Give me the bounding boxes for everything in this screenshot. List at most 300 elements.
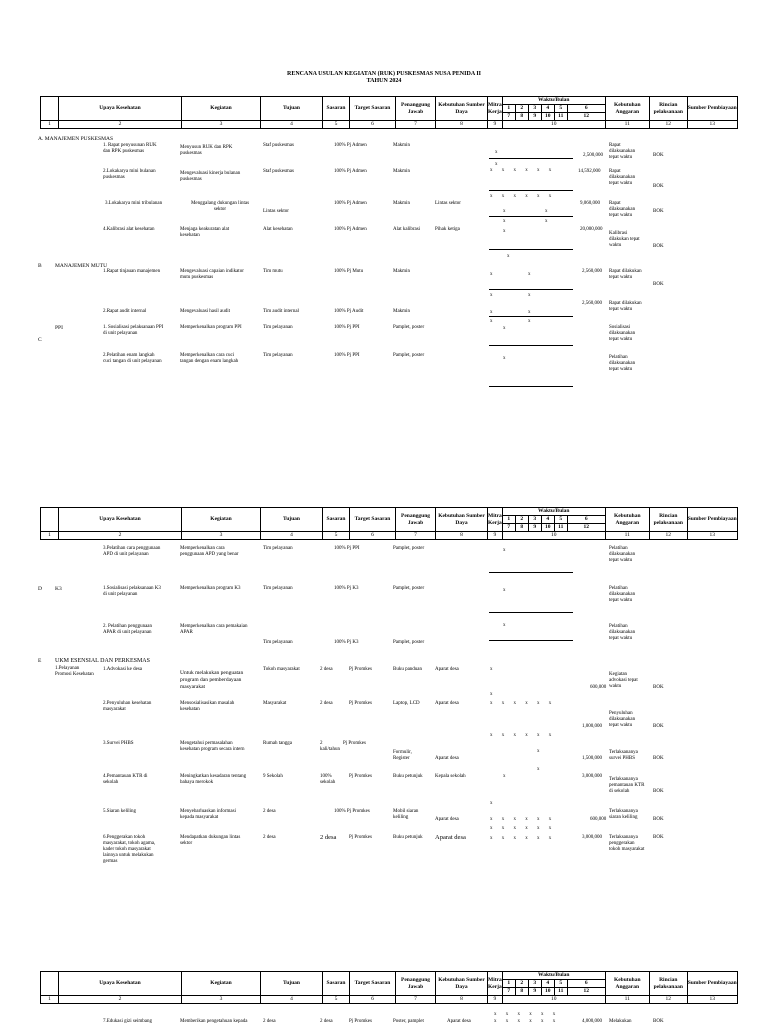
- colnum-10: 10: [502, 996, 605, 1004]
- e3-kebutuhan: Formulir, Register: [393, 750, 412, 761]
- c3-target: 100% Pj PPI: [334, 546, 360, 551]
- a1-mark-2: x: [495, 162, 498, 167]
- month-4: 4: [541, 980, 554, 988]
- c3-tujuan: Memperkenalkan cara penggunaan APD yang benar: [180, 546, 239, 557]
- e4-sasaran: 9 Sekolah: [263, 774, 283, 779]
- d2-rincian: Pelatihan dilaksanakan tepat waktu: [609, 624, 636, 641]
- d1-rincian: Pelatihan dilaksanakan tepat waktu: [609, 586, 636, 603]
- col-waktu: Waktu/Bulan: [502, 97, 605, 105]
- e3-mark: x: [537, 749, 540, 754]
- col-penanggung: Penanggung Jawab: [396, 508, 436, 532]
- e5-kegiatan: 5.Siaran keliling: [103, 809, 137, 814]
- a4-mark: x: [503, 229, 506, 234]
- c1-target: 100% Pj PPI: [334, 325, 360, 330]
- month-3: 3: [528, 980, 541, 988]
- col-blank: [41, 972, 59, 996]
- col-kebutuhan: Kebutuhan Sumber Daya: [436, 972, 488, 996]
- a4-target: 100% Pj Admen: [334, 227, 367, 232]
- c3-kebutuhan: Pamplet, poster: [393, 546, 425, 551]
- col-rincian: Rincian pelaksanaan: [649, 97, 687, 121]
- a2-tujuan: Mengevaluasi kinerja bulanan puskesmas: [180, 171, 241, 182]
- colnum-13: 13: [687, 121, 737, 129]
- c1-kegiatan: 1. Sosialisasi pelaksanaan PPI di unit pelayanan: [103, 325, 164, 336]
- colnum-9: 9: [488, 532, 503, 540]
- a2-marks: x x x x x x: [490, 168, 552, 173]
- b2-mark-b: x: [528, 310, 531, 315]
- b1-sumber: BOK: [653, 282, 664, 287]
- col-penanggung: Penanggung Jawab: [396, 972, 436, 996]
- col-upaya: Upaya Kesehatan: [59, 972, 182, 996]
- e6-rincian: Terlaksananya penggerakan tokoh masyarakat: [609, 835, 645, 852]
- e6-sumber: BOK: [653, 835, 664, 840]
- colnum-5: 5: [323, 532, 350, 540]
- table-header-page2: [40, 507, 738, 540]
- e1-rincian: Kegiatan advokasi tepat waktu: [609, 672, 638, 689]
- colnum-11: 11: [605, 121, 649, 129]
- month-4: 4: [541, 516, 554, 524]
- e1-target: 2 desa: [320, 667, 333, 672]
- month-12: 12: [567, 113, 605, 121]
- col-upaya: Upaya Kesehatan: [59, 97, 182, 121]
- c2-rule: [489, 386, 573, 387]
- e1-sasaran: Tokoh masyarakat: [263, 667, 300, 672]
- a4-rule: [489, 249, 573, 250]
- b2-rule: [489, 316, 573, 317]
- colnum-13: 13: [687, 532, 737, 540]
- month-8: 8: [515, 988, 528, 996]
- b1-target: 100% Pj Mutu: [334, 269, 364, 274]
- colnum-2: 2: [59, 996, 182, 1004]
- section-d-letter: D: [38, 586, 42, 592]
- e2-kebutuhan: Laptop, LCD: [393, 701, 420, 706]
- colnum-1: 1: [41, 996, 59, 1004]
- p3-kebutuhan: Poster, pamplet: [393, 1019, 424, 1024]
- colnum-12: 12: [649, 121, 687, 129]
- e3-rincian: Terlaksananya survei PHBS: [609, 750, 638, 761]
- month-10: 10: [541, 988, 554, 996]
- month-12: 12: [567, 524, 605, 532]
- e4-mitra: Kepala sekolah: [435, 774, 466, 779]
- d2-target: 100% Pj K3: [334, 640, 359, 645]
- col-tujuan: Tujuan: [261, 972, 323, 996]
- month-9: 9: [528, 988, 541, 996]
- document-subtitle: TAHUN 2024: [366, 78, 402, 84]
- a1-rincian: Rapat dilaksanakan tepat waktu: [609, 143, 636, 160]
- col-rincian: Rincian pelaksanaan: [649, 972, 687, 996]
- month-3: 3: [528, 105, 541, 113]
- b1-mark-d: x: [528, 293, 531, 298]
- colnum-8: 8: [436, 532, 488, 540]
- colnum-10: 10: [502, 121, 605, 129]
- col-kegiatan: Kegiatan: [182, 972, 261, 996]
- e4-pj: Pj Promkes: [349, 774, 372, 779]
- b1-sasaran: Tim mutu: [263, 269, 283, 274]
- month-1: 1: [502, 980, 515, 988]
- colnum-3: 3: [182, 532, 261, 540]
- a3-tujuan: Menggalang dukungan lintas sektor: [190, 201, 250, 212]
- d1-target: 100% Pj K3: [334, 586, 359, 591]
- month-7: 7: [502, 524, 515, 532]
- p3-marks: x x x x x x: [494, 1012, 556, 1017]
- month-7: 7: [502, 113, 515, 121]
- col-sumber: Sumber Pembiayaan: [687, 97, 737, 121]
- month-6: 6: [567, 516, 605, 524]
- col-target: Target Sasaran: [350, 972, 396, 996]
- b2-mark-d: x: [528, 319, 531, 324]
- a2-target: 100% Pj Admen: [334, 169, 367, 174]
- a4-sumber: BOK: [653, 244, 664, 249]
- c2-mark: x: [503, 356, 506, 361]
- e4-rincian: Terlaksananya pemantauan KTR di sekolah: [609, 777, 645, 794]
- col-sasaran: Sasaran: [323, 97, 350, 121]
- month-11: 11: [554, 113, 567, 121]
- month-2: 2: [515, 105, 528, 113]
- colnum-4: 4: [261, 121, 323, 129]
- colnum-7: 7: [396, 121, 436, 129]
- month-8: 8: [515, 113, 528, 121]
- e6-anggaran: 3,000,000: [582, 835, 602, 840]
- a1-tujuan: Menyusun RUK dan RPK puskesmas: [180, 145, 233, 156]
- colnum-1: 1: [41, 532, 59, 540]
- month-5: 5: [554, 105, 567, 113]
- a1-rule: [489, 158, 573, 159]
- section-a-heading: A. MANAJEMEN PUSKESMAS: [38, 136, 114, 142]
- e4-mark: x: [503, 774, 506, 779]
- c3-mark: x: [503, 548, 506, 553]
- e2-anggaran: 1,000,000: [582, 724, 602, 729]
- e1-kegiatan: 1.Advokasi ke desa: [103, 667, 143, 672]
- colnum-6: 6: [350, 121, 396, 129]
- e4-mark-2: x: [490, 801, 493, 806]
- a3-mitra: Lintas sektor: [435, 201, 461, 206]
- c3-sasaran: Tim pelayanan: [263, 546, 293, 551]
- b2-anggaran: 2,560,000: [582, 301, 602, 306]
- e5-anggaran: 600,000: [590, 817, 607, 822]
- a3-mark-c: x: [503, 219, 506, 224]
- section-c-heading: PPI: [55, 325, 63, 331]
- col-anggaran: Kebutuhan Anggaran: [605, 508, 649, 532]
- a3-rincian: Rapat dilaksanakan tepat waktu: [609, 201, 636, 218]
- colnum-12: 12: [649, 532, 687, 540]
- col-sasaran: Sasaran: [323, 972, 350, 996]
- b2-rincian: Rapat dilakukan tepat waktu: [609, 301, 642, 312]
- e3-target: 2 kali/tahun: [320, 741, 340, 752]
- month-9: 9: [528, 524, 541, 532]
- a2-marks-2: x x x x x x: [490, 194, 552, 199]
- a2-kegiatan: 2.Lokakarya mini bulanan puskesmas: [103, 169, 156, 180]
- col-kegiatan: Kegiatan: [182, 508, 261, 532]
- col-tujuan: Tujuan: [261, 97, 323, 121]
- col-target: Target Sasaran: [350, 508, 396, 532]
- e3-sumber: BOK: [653, 756, 664, 761]
- d1-sasaran: Tim pelayanan: [263, 586, 293, 591]
- col-sumber: Sumber Pembiayaan: [687, 972, 737, 996]
- a4-sasaran: Alat kesehatan: [263, 227, 293, 232]
- col-sasaran: Sasaran: [323, 508, 350, 532]
- table-header-page1: [40, 96, 738, 129]
- p3-mitra: Aparat desa: [447, 1019, 471, 1024]
- month-9: 9: [528, 113, 541, 121]
- d1-mark: x: [503, 588, 506, 593]
- a1-kegiatan: 1. Rapat penyusunan RUK dan RPK puskesmas: [103, 143, 157, 154]
- a4-kegiatan: 4.Kalibrasi alat kesehatan: [103, 227, 155, 232]
- e2-sasaran: Masyarakat: [263, 701, 287, 706]
- month-2: 2: [515, 516, 528, 524]
- col-penanggung: Penanggung Jawab: [396, 97, 436, 121]
- a1-mark: x: [495, 150, 498, 155]
- e5-rincian: Terlaksananya siaran keliling: [609, 809, 638, 820]
- col-anggaran: Kebutuhan Anggaran: [605, 972, 649, 996]
- e1-mark: x: [490, 667, 493, 672]
- a2-sasaran: Staf puskesmas: [263, 169, 294, 174]
- e2-target: 2 desa: [320, 701, 333, 706]
- col-blank: [41, 508, 59, 532]
- e5-target: 100% Pj Promkes: [334, 809, 370, 814]
- section-d-heading: K3: [55, 586, 62, 592]
- e1-tujuan: Untuk melakukan penguatan program dan pemberdayaan masyarakat: [180, 670, 244, 690]
- b1-mark-b: x: [528, 272, 531, 277]
- e3-tujuan: Mengetahui permasalahan kesehatan program secara intern: [180, 741, 245, 752]
- colnum-5: 5: [323, 996, 350, 1004]
- d2-mark: x: [503, 623, 506, 628]
- colnum-8: 8: [436, 996, 488, 1004]
- col-tujuan: Tujuan: [261, 508, 323, 532]
- e5-sumber: BOK: [653, 817, 664, 822]
- e5-tujuan: Menyebarluaskan informasi kepada masyarakat: [180, 809, 236, 820]
- b2-kegiatan: 2.Rapat audit internal: [103, 309, 147, 314]
- col-sumber: Sumber Pembiayaan: [687, 508, 737, 532]
- a1-anggaran: 2,500,000: [583, 153, 603, 158]
- e1-sumber: BOK: [653, 685, 664, 690]
- colnum-9: 9: [488, 996, 503, 1004]
- colnum-11: 11: [605, 996, 649, 1004]
- d2-rule: [489, 640, 573, 641]
- month-11: 11: [554, 524, 567, 532]
- colnum-6: 6: [350, 532, 396, 540]
- b1-mark-c: x: [490, 293, 493, 298]
- a3-sumber: BOK: [653, 209, 664, 214]
- b2-target: 100% Pj Audit: [334, 309, 364, 314]
- colnum-2: 2: [59, 532, 182, 540]
- c3-rule: [489, 572, 573, 573]
- month-6: 6: [567, 105, 605, 113]
- e5-kebutuhan: Mobil siaran keliling: [393, 809, 419, 820]
- b1-mark-a: x: [490, 272, 493, 277]
- e6-marks: x x x x x x: [490, 836, 552, 841]
- c2-rincian: Pelatihan dilaksanakan tepat waktu: [609, 355, 636, 372]
- colnum-12: 12: [649, 996, 687, 1004]
- e-upaya: 1.Pelayanan Promosi Kesehatan: [55, 666, 94, 677]
- colnum-13: 13: [687, 996, 737, 1004]
- a3-mark-a: x: [503, 209, 506, 214]
- p3-pj: Pj Promkes: [349, 1019, 372, 1024]
- e3-anggaran: 1,500,000: [582, 756, 602, 761]
- month-2: 2: [515, 980, 528, 988]
- e5-sasaran: 2 desa: [263, 809, 276, 814]
- e1-mitra: Aparat desa: [435, 667, 459, 672]
- a4-anggaran: 20,000,000: [580, 227, 603, 232]
- month-6: 6: [567, 980, 605, 988]
- e3-mitra: Aparat desa: [435, 756, 459, 761]
- a4-mitra: Pihak ketiga: [435, 227, 460, 232]
- c2-target: 100% Pj PPI: [334, 353, 360, 358]
- p3-sasaran: 2 desa: [263, 1019, 276, 1024]
- c2-kegiatan: 2.Pelatihan enam langkah cuci tangan di unit pelayanan: [103, 353, 162, 364]
- a2-kebutuhan: Makmin: [393, 169, 410, 174]
- a4-tujuan: Menjaga keakuratan alat kesehatan: [180, 227, 230, 238]
- a1-sasaran: Staf puskesmas: [263, 143, 294, 148]
- section-e-heading: UKM ESENSIAL DAN PERKESMAS: [55, 658, 150, 664]
- col-blank: [41, 97, 59, 121]
- e6-mitra: Aparat desa: [435, 834, 466, 841]
- e6-target: 2 desa: [320, 834, 337, 841]
- p3-tujuan: Memberikan pengetahuan kepada: [180, 1019, 248, 1024]
- e2-pj: Pj Promkes: [349, 701, 372, 706]
- section-c-letter: C: [38, 337, 42, 343]
- col-kebutuhan: Kebutuhan Sumber Daya: [436, 508, 488, 532]
- c1-kebutuhan: Pamplet, poster: [393, 325, 425, 330]
- colnum-6: 6: [350, 996, 396, 1004]
- section-b-heading: MANAJEMEN MUTU: [55, 263, 108, 269]
- a3-rule: [489, 216, 573, 217]
- month-7: 7: [502, 988, 515, 996]
- col-upaya: Upaya Kesehatan: [59, 508, 182, 532]
- d2-kebutuhan: Pamplet, poster: [393, 640, 425, 645]
- e2-marks: x x x x x x: [490, 701, 552, 706]
- colnum-4: 4: [261, 532, 323, 540]
- e3-mark-2: x: [537, 767, 540, 772]
- a3-kebutuhan: Makmin: [393, 201, 410, 206]
- c1-mark: x: [503, 326, 506, 331]
- col-waktu: Waktu/Bulan: [502, 508, 605, 516]
- e3-pj: Pj Promkes: [343, 741, 366, 746]
- d1-rule: [489, 612, 573, 613]
- colnum-4: 4: [261, 996, 323, 1004]
- p3-rincian: Melakukan: [609, 1019, 632, 1024]
- c1-rincian: Sosialisasi dilaksanakan tepat waktu: [609, 325, 636, 342]
- col-rincian: Rincian pelaksanaan: [649, 508, 687, 532]
- d1-kegiatan: 1.Sosialisasi pelaksanaan K3 di unit pelayanan: [103, 586, 161, 597]
- b1-tujuan: Mengevaluasi capaian indikator mutu puskesmas: [180, 269, 244, 280]
- e2-sumber: BOK: [653, 724, 664, 729]
- b1-anggaran: 2,560,000: [582, 269, 602, 274]
- b2-mark-c: x: [490, 319, 493, 324]
- colnum-3: 3: [182, 121, 261, 129]
- p3-target: 2 desa: [320, 1019, 333, 1024]
- month-5: 5: [554, 980, 567, 988]
- c3-kegiatan: 3.Pelatihan cara penggunaan APD di unit pelayanan: [103, 546, 161, 557]
- c2-sasaran: Tim pelayanan: [263, 353, 293, 358]
- b2-mark-a: x: [490, 310, 493, 315]
- e1-pj: Pj Promkes: [349, 667, 372, 672]
- col-mitra: Mitra Kerja: [488, 97, 503, 121]
- month-1: 1: [502, 516, 515, 524]
- d1-kebutuhan: Pamplet, poster: [393, 586, 425, 591]
- e2-kegiatan: 2.Penyuluhan kesehatan masyarakat: [103, 701, 152, 712]
- e1-mark-2: x: [490, 692, 493, 697]
- a3-target: 100% Pj Admen: [334, 201, 367, 206]
- a4-kebutuhan: Alat kalibrasi: [393, 227, 421, 232]
- c1-tujuan: Memperkenalkan program PPI: [180, 325, 242, 330]
- a2-anggaran: 14,592,000: [578, 169, 601, 174]
- a3-kegiatan: 3.Lokakarya mini tribulanan: [105, 201, 163, 206]
- a1-target: 100% Pj Admen: [334, 143, 367, 148]
- e4-sumber: BOK: [653, 789, 664, 794]
- e6-tujuan: Mendapatkan dukungan lintas sektor: [180, 835, 241, 846]
- a4-rincian: Kalibrasi dilakukan tepat waktu: [609, 231, 640, 248]
- p3-kegiatan: 7.Edukasi gizi seimbang: [103, 1019, 153, 1024]
- a3-sasaran: Lintas sektor: [263, 209, 289, 214]
- e2-tujuan: Mensosialisasikan masalah kesehatan: [180, 701, 235, 712]
- b1-rule: [489, 289, 573, 290]
- a1-sumber: BOK: [653, 153, 664, 158]
- col-anggaran: Kebutuhan Anggaran: [605, 97, 649, 121]
- col-kebutuhan: Kebutuhan Sumber Daya: [436, 97, 488, 121]
- e6-pj: Pj Promkes: [349, 835, 372, 840]
- section-b-letter: B: [38, 263, 42, 269]
- a2-rincian: Rapat dilaksanakan tepat waktu: [609, 169, 636, 186]
- e1-kebutuhan: Buku panduan: [393, 667, 423, 672]
- d2-tujuan: Memperkenalkan cara pemakaian APAR: [180, 624, 248, 635]
- e3-sasaran: Rumah tangga: [263, 741, 293, 746]
- month-3: 3: [528, 516, 541, 524]
- e4-anggaran: 3,000,000: [582, 774, 602, 779]
- p3-marks-2: x x x x x x: [494, 1019, 556, 1024]
- col-waktu: Waktu/Bulan: [502, 972, 605, 980]
- e1-anggaran: 600,000: [590, 685, 607, 690]
- colnum-1: 1: [41, 121, 59, 129]
- b2-kebutuhan: Makmin: [393, 309, 410, 314]
- b1-kegiatan: 1.Rapat tinjauan manajemen: [103, 269, 161, 274]
- e5-marks-2: x x x x x x: [490, 826, 552, 831]
- a2-rule: [489, 190, 573, 191]
- month-10: 10: [541, 524, 554, 532]
- e4-kebutuhan: Buku petunjuk: [393, 774, 423, 779]
- a3-mark-d: x: [545, 219, 548, 224]
- c1-sasaran: Tim pelayanan: [263, 325, 293, 330]
- colnum-5: 5: [323, 121, 350, 129]
- colnum-11: 11: [605, 532, 649, 540]
- e5-marks: x x x x x x: [490, 817, 552, 822]
- e3-kegiatan: 3.Survei PHBS: [103, 741, 134, 746]
- e6-kebutuhan: Buku petunjuk: [393, 835, 423, 840]
- b2-tujuan: Mengevaluasi hasil audit: [180, 309, 230, 314]
- b1-kebutuhan: Makmin: [393, 269, 410, 274]
- month-8: 8: [515, 524, 528, 532]
- a2-sumber: BOK: [653, 184, 664, 189]
- month-1: 1: [502, 105, 515, 113]
- c3-rincian: Pelatihan dilaksanakan tepat waktu: [609, 546, 636, 563]
- section-e-letter: E: [38, 658, 42, 664]
- colnum-10: 10: [502, 532, 605, 540]
- b2-sasaran: Tim audit internal: [263, 309, 299, 314]
- b1-rincian: Rapat dilakukan tepat waktu: [609, 269, 642, 280]
- table-header-page3: [40, 971, 738, 1004]
- e6-sasaran: 2 desa: [263, 835, 276, 840]
- colnum-8: 8: [436, 121, 488, 129]
- c1-rule: [489, 345, 573, 346]
- a3-anggaran: 9,060,000: [580, 201, 600, 206]
- e2-rincian: Penyuluhan dilaksanakan tepat waktu: [609, 711, 636, 728]
- month-5: 5: [554, 516, 567, 524]
- e4-kegiatan: 4.Pemantauan KTR di sekolah: [103, 774, 148, 785]
- document-title: RENCANA USULAN KEGIATAN (RUK) PUSKESMAS NUSA PENIDA II: [287, 71, 481, 77]
- d2-sasaran: Tim pelayanan: [263, 640, 293, 645]
- a3-mark-b: x: [545, 209, 548, 214]
- colnum-2: 2: [59, 121, 182, 129]
- colnum-7: 7: [396, 532, 436, 540]
- col-target: Target Sasaran: [350, 97, 396, 121]
